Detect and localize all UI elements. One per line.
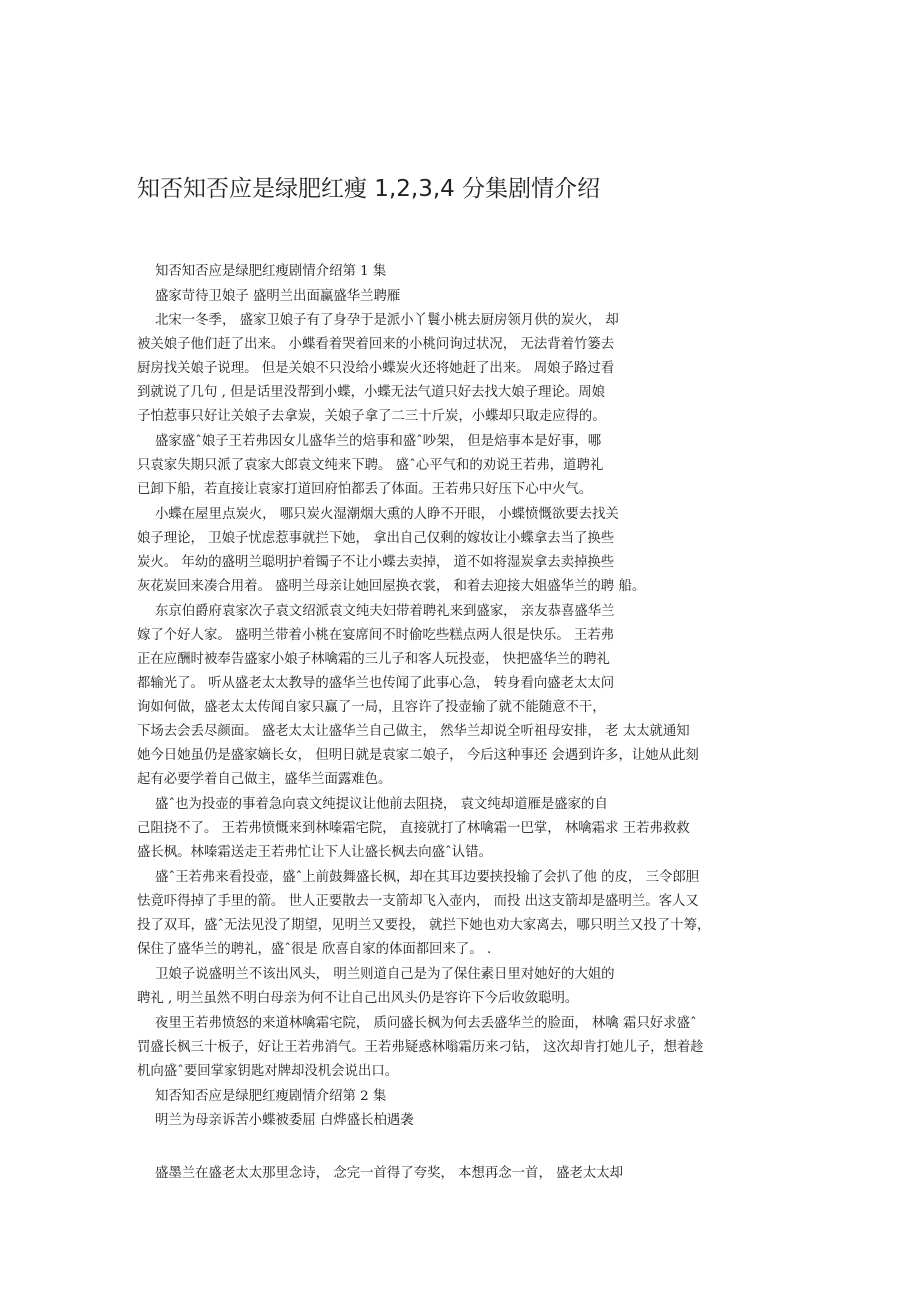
paragraph-line: 东京伯爵府袁家次子袁文绍派袁文纯夫妇带着聘礼来到盛家， 亲友恭喜盛华兰 <box>155 604 615 619</box>
paragraph-line: 小蝶在屋里点炭火， 哪只炭火湿潮烟大熏的人睁不开眼， 小蝶愤慨欲要去找关 <box>155 507 619 522</box>
paragraph-line: 正在应酬时被奉告盛家小娘子林噙霜的三儿子和客人玩投壶， 快把盛华兰的聘礼 <box>137 652 610 667</box>
paragraph-line: 聘礼 , 明兰虽然不明白母亲为何不让自己出风头仍是容许下今后收敛聪明。 <box>137 991 579 1006</box>
paragraph-line: 盛家盛ˆ娘子王若弗因女儿盛华兰的焙事和盛ˆ吵架， 但是焙事本是好事，哪 <box>155 434 602 449</box>
document-title: 知否知否应是绿肥红瘦 1,2,3,4 分集剧情介绍 <box>137 176 601 202</box>
paragraph-line: 怯竟吓得掉了手里的箭。 世人正要散去一支箭却飞入壶内， 而投 出这支箭却是盛明兰。客人又 <box>137 894 699 909</box>
episode-1-subtitle: 盛家苛待卫娘子 盛明兰出面赢盛华兰聘雁 <box>155 289 401 304</box>
paragraph-line: 盛ˆ也为投壶的事着急向袁文纯提议让他前去阻挠， 袁文纯却道雁是盛家的自 <box>155 797 608 812</box>
paragraph-line: 己阻挠不了。 王若弗愤慨来到林嗪霜宅院， 直接就打了林噙霜一巴掌， 林噙霜求 王若弗救救 <box>137 821 690 836</box>
paragraph-line: 罚盛长枫三十板子，好让王若弗消气。王若弗疑惑林嗡霜历来刁钻， 这次却肯打她儿子，想着趁 <box>137 1040 704 1055</box>
paragraph-line: 子怕惹事只好让关娘子去拿炭，关娘子拿了二三十斤炭，小蝶却只取走应得的。 <box>137 409 606 424</box>
paragraph-line: 夜里王若弗愤怒的来道林噙霜宅院， 质问盛长枫为何去丢盛华兰的脸面， 林噙 霜只好求盛ˆ <box>155 1016 697 1031</box>
paragraph-line: 保住了盛华兰的聘礼，盛ˆ很是 欣喜自家的体面都回来了。 . <box>137 942 492 957</box>
paragraph-line: 北宋一冬季， 盛家卫娘子有了身孕于是派小丫鬟小桃去厨房领月供的炭火， 却 <box>155 313 619 328</box>
paragraph-line: 都输光了。 听从盛老太太教导的盛华兰也传闻了此事心急， 转身看向盛老太太问 <box>137 676 615 691</box>
paragraph-line: 只袁家失期只派了袁家大郎袁文纯来下聘。 盛ˆ心平气和的劝说王若弗，道聘礼 <box>137 458 604 473</box>
paragraph-line: 她今日她虽仍是盛家嫡长女， 但明日就是袁家二娘子， 今后这种事还 会遇到许多，让她从此刻 <box>137 748 699 763</box>
paragraph-line: 灰花炭回来凑合用着。 盛明兰母亲让她回屋换衣裳， 和着去迎接大姐盛华兰的聘 船。 <box>137 579 646 594</box>
paragraph-line: 厨房找关娘子说理。 但是关娘不只没给小蝶炭火还将她赶了出来。 周娘子路过看 <box>137 361 615 376</box>
paragraph-line: 娘子理论， 卫娘子忧虑惹事就拦下她， 拿出自己仅剩的嫁妆让小蝶拿去当了换些 <box>137 531 615 546</box>
paragraph-line: 嫁了个好人家。 盛明兰带着小桃在宴席间不时偷吃些糕点两人很是快乐。 王若弗 <box>137 628 615 643</box>
paragraph-line: 炭火。 年幼的盛明兰聪明护着镯子不让小蝶去卖掉， 道不如将湿炭拿去卖掉换些 <box>137 555 615 570</box>
paragraph-line: 盛ˆ王若弗来看投壶，盛ˆ上前鼓舞盛长枫，却在其耳边要挟投输了会扒了他 的皮， 三令郎胆 <box>155 870 700 885</box>
episode-1-heading: 知否知否应是绿肥红瘦剧情介绍第 1 集 <box>155 264 387 279</box>
paragraph-line: 已卸下船，若直接让袁家打道回府怕都丢了体面。王若弗只好压下心中火气。 <box>137 482 593 497</box>
episode-2-subtitle: 明兰为母亲诉苦小蝶被委屈 白烨盛长柏遇袭 <box>155 1113 414 1128</box>
paragraph-line: 盛长枫。林嗪霜送走王若弗忙让下人让盛长枫去向盛ˆ认错。 <box>137 845 492 860</box>
paragraph-line: 盛墨兰在盛老太太那里念诗， 念完一首得了夸奖， 本想再念一首， 盛老太太却 <box>155 1166 624 1181</box>
paragraph-line: 卫娘子说盛明兰不该出风头， 明兰则道自己是为了保住素日里对她好的大姐的 <box>155 967 615 982</box>
episode-2-heading: 知否知否应是绿肥红瘦剧情介绍第 2 集 <box>155 1089 387 1104</box>
paragraph-line: 下场去会丢尽颜面。 盛老太太让盛华兰自己做主， 然华兰却说全听祖母安排， 老 太太就通知 <box>137 724 690 739</box>
paragraph-line: 被关娘子他们赶了出来。 小蝶看着哭着回来的小桃问询过状况， 无法背着竹篓去 <box>137 337 615 352</box>
paragraph-line: 起有必要学着自己做主，盛华兰面露难色。 <box>137 772 392 787</box>
paragraph-line: 到就说了几句 , 但是话里没帮到小蝶，小蝶无法气道只好去找大娘子理论。周娘 <box>137 385 606 400</box>
paragraph-line: 投了双耳，盛ˆ无法见没了期望，见明兰又要投， 就拦下她也劝大家离去，哪只明兰又投了十筹， <box>137 918 711 933</box>
paragraph-line: 询如何做，盛老太太传闻自家只赢了一局，且容许了投壶输了就不能随意不干， <box>137 700 606 715</box>
paragraph-line: 机向盛ˆ要回掌家钥匙对牌却没机会说出口。 <box>137 1064 399 1079</box>
